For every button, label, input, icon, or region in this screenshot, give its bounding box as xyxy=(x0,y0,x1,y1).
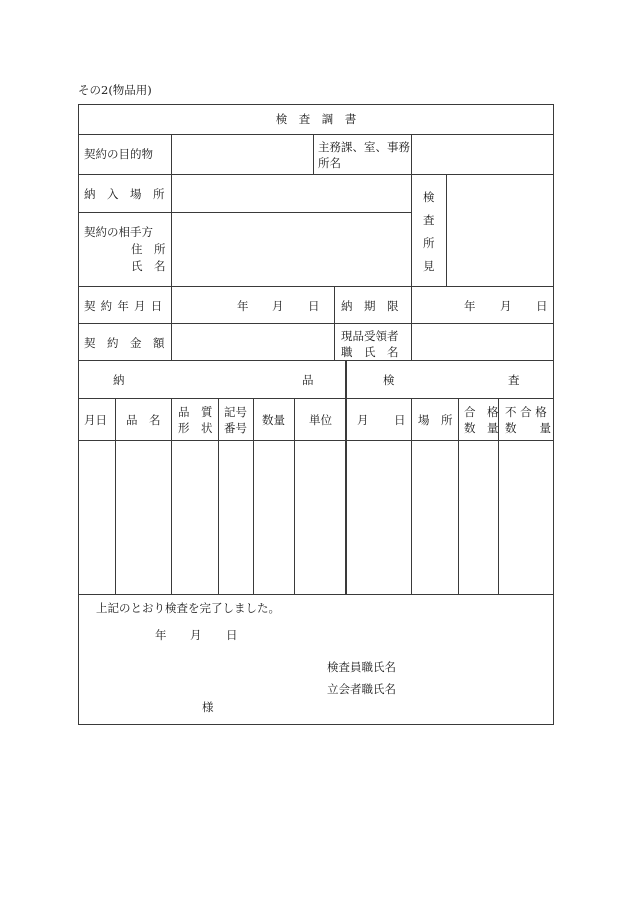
delivery-header-left: 納 xyxy=(113,373,125,387)
col-quantity: 数量 xyxy=(262,413,285,427)
due-date-month: 月 xyxy=(500,299,512,313)
inspection-header-left: 検 xyxy=(383,373,395,387)
inspection-opinion-char4: 見 xyxy=(423,259,435,273)
completion-month: 月 xyxy=(190,628,202,642)
contract-purpose-label: 契約の目的物 xyxy=(84,147,153,161)
contract-amount-label: 契 約 金 額 xyxy=(84,336,165,350)
contract-date-label: 契約年月日 xyxy=(84,299,168,313)
col-item-name: 品 名 xyxy=(126,413,161,427)
col-place: 場 所 xyxy=(418,413,453,427)
form-caption: その2(物品用) xyxy=(78,83,152,97)
contract-date-year: 年 xyxy=(237,299,249,313)
witness-label: 立会者職氏名 xyxy=(327,682,396,696)
delivery-header-right: 品 xyxy=(302,373,314,387)
due-date-year: 年 xyxy=(464,299,476,313)
col-unit: 単位 xyxy=(309,413,332,427)
inspector-label: 検査員職氏名 xyxy=(327,660,396,674)
form-title: 検 査 調 書 xyxy=(275,112,357,126)
department-label-line1: 主務課、室、事務 xyxy=(318,140,410,154)
col-pass-line1: 合 格 xyxy=(464,405,499,419)
inspection-opinion-char1: 検 xyxy=(423,190,435,204)
contract-date-day: 日 xyxy=(308,299,320,313)
col-fail-line2: 数 量 xyxy=(505,421,551,435)
name-label: 氏 名 xyxy=(131,259,166,273)
outer-border-right xyxy=(553,104,554,725)
honorific: 様 xyxy=(202,700,214,714)
col-inspection-day: 日 xyxy=(394,413,406,427)
col-quality-line1: 品 質 xyxy=(178,405,213,419)
counterparty-label: 契約の相手方 xyxy=(84,225,153,239)
receiver-label-line1: 現品受領者 xyxy=(341,329,399,343)
department-label-line2: 所名 xyxy=(318,156,341,170)
col-pass-line2: 数 量 xyxy=(464,421,499,435)
col-quality-line2: 形 状 xyxy=(178,421,213,435)
col-inspection-month: 月 xyxy=(357,413,369,427)
delivery-place-label: 納 入 場 所 xyxy=(84,187,165,201)
inspection-opinion-char3: 所 xyxy=(423,236,435,250)
completion-year: 年 xyxy=(155,628,167,642)
col-code-line1: 記号 xyxy=(224,405,247,419)
due-date-label: 納 期 限 xyxy=(341,299,399,313)
inspection-opinion-char2: 査 xyxy=(423,213,435,227)
address-label: 住 所 xyxy=(131,242,166,256)
col-code-line2: 番号 xyxy=(224,421,247,435)
inspection-header-right: 査 xyxy=(508,373,520,387)
completion-statement: 上記のとおり検査を完了しました。 xyxy=(96,601,280,615)
receiver-label-line2: 職 氏 名 xyxy=(341,345,399,359)
outer-border-left xyxy=(78,104,79,725)
col-fail-line1: 不 合 格 xyxy=(505,405,547,419)
contract-date-month: 月 xyxy=(272,299,284,313)
completion-day: 日 xyxy=(226,628,238,642)
outer-border-bottom xyxy=(78,724,554,725)
col-month-day: 月日 xyxy=(84,413,107,427)
due-date-day: 日 xyxy=(536,299,548,313)
